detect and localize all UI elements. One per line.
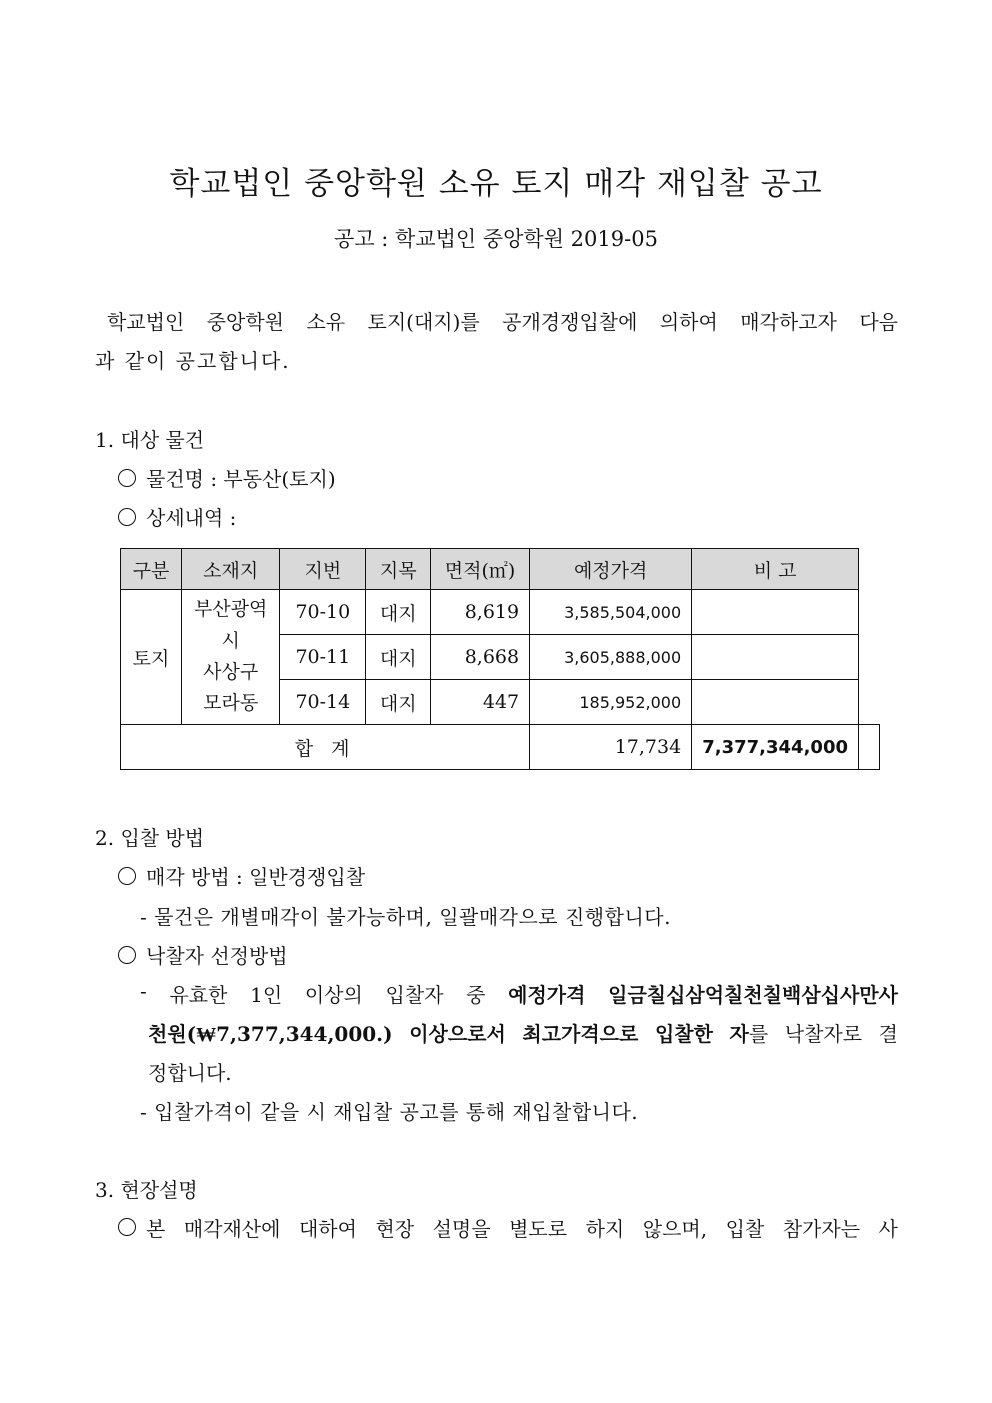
category-cell: 토지	[121, 590, 182, 725]
section-2-heading: 2. 입찰 방법	[95, 826, 205, 850]
remarks-cell	[692, 635, 859, 680]
table-row	[121, 590, 880, 635]
selection-bold-word: 일금칠십삼억칠천칠백삼십사만사	[608, 983, 898, 1007]
intro-word: 의하여	[659, 310, 718, 334]
intro-line-1	[107, 306, 898, 335]
selection-word: 를	[748, 1022, 769, 1046]
explanation-word: 매각재산에	[183, 1217, 281, 1241]
selection-bold-word: 최고가격으로	[522, 1022, 639, 1046]
selection-word: 결	[878, 1022, 898, 1046]
intro-word: 토지(대지)를	[367, 310, 480, 334]
explanation-word: 입찰	[725, 1217, 765, 1241]
intro-word: 중앙학원	[206, 310, 284, 334]
selection-word: 유효한	[169, 983, 228, 1007]
lot-cell: 70-10	[280, 590, 366, 635]
intro-word: 다음	[859, 310, 898, 334]
selection-bold-word: 이상으로서	[409, 1022, 506, 1046]
table-total-row	[121, 725, 880, 770]
price-cell: 3,585,504,000	[530, 590, 692, 635]
circle-bullet-icon	[118, 946, 136, 964]
intro-word: 학교법인	[107, 310, 185, 334]
section-3-heading: 3. 현장설명	[95, 1178, 198, 1202]
price-cell: 3,605,888,000	[530, 635, 692, 680]
total-remarks	[859, 725, 880, 770]
section-2-method-note: - 물건은 개별매각이 불가능하며, 일괄매각으로 진행합니다.	[140, 905, 671, 929]
selection-line-3: 정합니다.	[148, 1061, 232, 1085]
header-estimated-price: 예정가격	[530, 549, 692, 590]
section-2-item-selection	[118, 940, 288, 969]
selection-word: 1인	[250, 983, 283, 1007]
selection-text: 낙찰자 선정방법	[146, 944, 288, 968]
header-category: 구분	[121, 549, 182, 590]
area-cell: 8,668	[430, 635, 529, 680]
circle-bullet-icon	[118, 508, 136, 526]
page-title: 학교법인 중앙학원 소유 토지 매각 재입찰 공고	[169, 166, 823, 202]
section-1-item-detail	[118, 502, 236, 531]
selection-word-group	[730, 1018, 769, 1047]
header-land-type: 지목	[366, 549, 431, 590]
total-price: 7,377,344,000	[692, 725, 859, 770]
item-detail-text: 상세내역 :	[146, 506, 237, 530]
header-lot-number: 지번	[280, 549, 366, 590]
explanation-word: 본	[146, 1217, 166, 1241]
explanation-word: 현장	[375, 1217, 415, 1241]
location-dong: 모라동	[203, 692, 259, 715]
land-type-cell: 대지	[366, 635, 431, 680]
explanation-word: 설명을	[432, 1217, 491, 1241]
total-area: 17,734	[530, 725, 692, 770]
area-cell: 447	[430, 680, 529, 725]
remarks-cell	[692, 680, 859, 725]
lot-cell: 70-14	[280, 680, 366, 725]
method-text: 매각 방법 : 일반경쟁입찰	[146, 865, 366, 889]
selection-bold-word: 천원(₩7,377,344,000.)	[148, 1022, 393, 1046]
location-district: 사상구	[203, 661, 259, 683]
circle-bullet-icon	[118, 469, 136, 487]
section-3-item	[118, 1213, 898, 1242]
land-type-cell: 대지	[366, 590, 431, 635]
explanation-word: 별도로	[509, 1217, 568, 1241]
property-table	[120, 548, 880, 770]
explanation-word: 않으며,	[642, 1217, 708, 1241]
selection-word: 이상의	[304, 983, 363, 1007]
explanation-word: 참가자는	[782, 1217, 861, 1241]
item-name-text: 물건명 : 부동산(토지)	[146, 467, 336, 491]
site-explanation-line	[146, 1213, 898, 1242]
intro-line-2: 과 같이 공고합니다.	[95, 349, 291, 373]
explanation-word: 사	[878, 1217, 898, 1241]
intro-word: 소유	[306, 310, 346, 334]
explanation-word: 대하여	[298, 1217, 357, 1241]
selection-line-1	[140, 979, 898, 1008]
section-2-item-method	[118, 861, 365, 890]
selection-word: 입찰자	[385, 983, 444, 1007]
selection-word: 낙찰자로	[784, 1022, 863, 1046]
lot-cell: 70-11	[280, 635, 366, 680]
intro-word: 공개경쟁입찰에	[502, 310, 638, 334]
explanation-word: 하지	[585, 1217, 625, 1241]
notice-number: 공고 : 학교법인 중앙학원 2019-05	[334, 227, 658, 251]
price-cell: 185,952,000	[530, 680, 692, 725]
selection-word: -	[140, 979, 147, 1003]
table-header-row	[121, 549, 880, 590]
remarks-cell	[692, 590, 859, 635]
circle-bullet-icon	[118, 1218, 136, 1236]
header-remarks: 비 고	[692, 549, 859, 590]
area-cell: 8,619	[430, 590, 529, 635]
section-1-heading: 1. 대상 물건	[95, 428, 205, 452]
circle-bullet-icon	[118, 867, 136, 885]
location-cell	[182, 590, 280, 725]
intro-word: 매각하고자	[740, 310, 837, 334]
header-location: 소재지	[182, 549, 280, 590]
total-label: 합 계	[121, 725, 530, 770]
header-area: 면적(㎡)	[430, 549, 529, 590]
selection-word: 중	[466, 983, 486, 1007]
selection-bold-word: 예정가격	[508, 983, 586, 1007]
section-2-rebid-note: - 입찰가격이 같을 시 재입찰 공고를 통해 재입찰합니다.	[140, 1100, 639, 1124]
selection-line-2	[148, 1018, 898, 1047]
location-city: 부산광역시	[193, 598, 268, 652]
selection-bold-word: 자	[729, 1022, 749, 1046]
land-type-cell: 대지	[366, 680, 431, 725]
selection-bold-word: 입찰한	[654, 1022, 713, 1046]
section-1-item-name	[118, 463, 336, 492]
